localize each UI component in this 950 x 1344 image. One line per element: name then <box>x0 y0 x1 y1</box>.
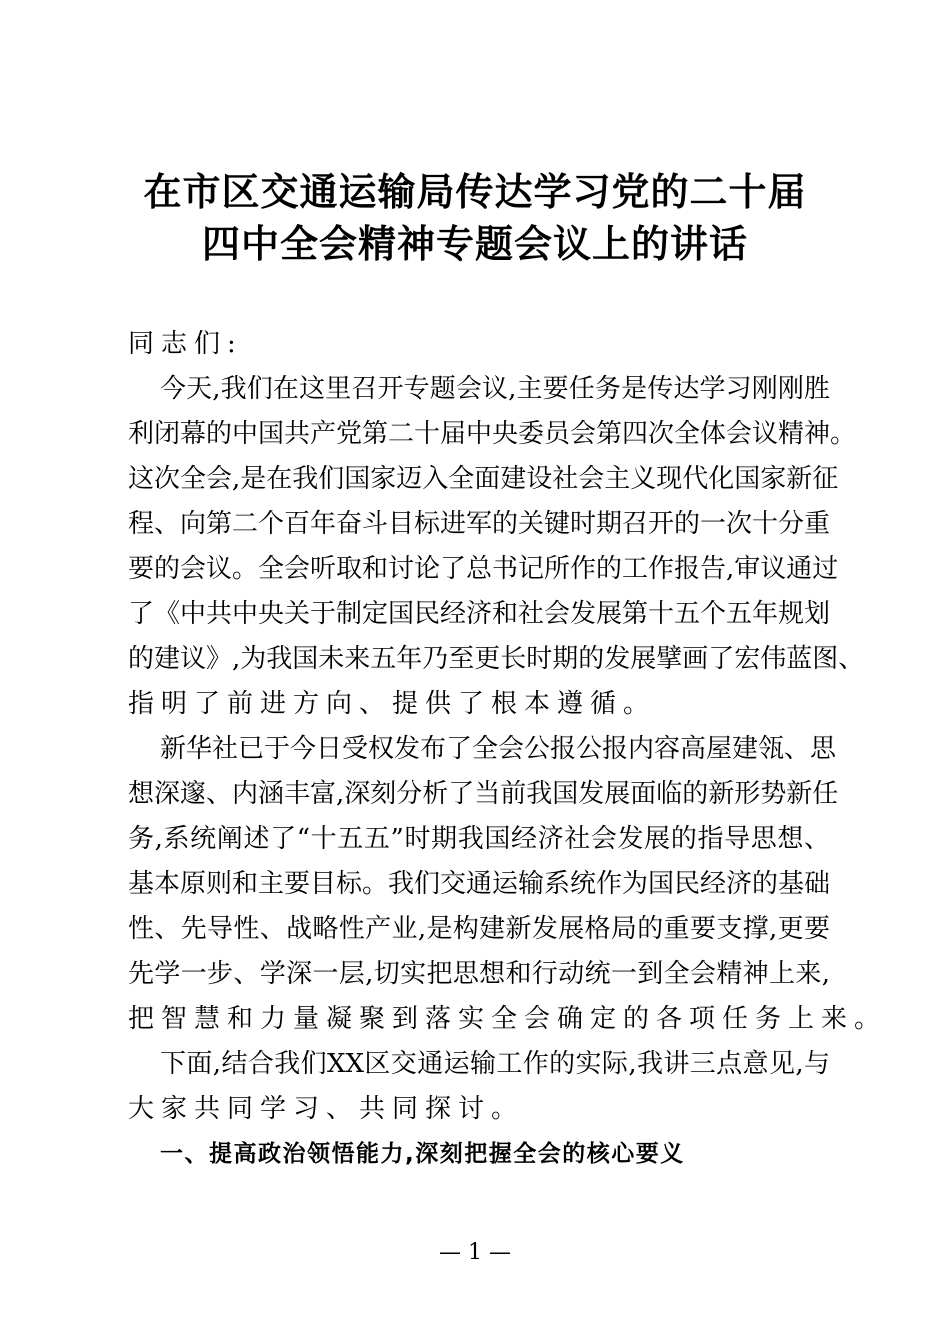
paragraph-line: 要的会议。全会听取和讨论了总书记所作的工作报告,审议通过 <box>128 554 839 584</box>
paragraph-line: 了《中共中央关于制定国民经济和社会发展第十五个五年规划 <box>128 599 831 629</box>
paragraph-line: 把智慧和力量凝聚到落实全会确定的各项任务上来。 <box>128 1004 888 1034</box>
paragraph-line: 利闭幕的中国共产党第二十届中央委员会第四次全体会议精神。 <box>128 419 857 449</box>
paragraph-line: 今天,我们在这里召开专题会议,主要任务是传达学习刚刚胜 <box>160 374 830 404</box>
document-body <box>128 322 888 1177</box>
paragraph-line: 下面,结合我们XX区交通运输工作的实际,我讲三点意见,与 <box>160 1049 830 1079</box>
salutation: 同志们: <box>128 329 243 359</box>
paragraph-line: 务,系统阐述了“十五五”时期我国经济社会发展的指导思想、 <box>128 824 830 854</box>
paragraph-line: 性、先导性、战略性产业,是构建新发展格局的重要支撑,更要 <box>128 914 830 944</box>
paragraph-line: 基本原则和主要目标。我们交通运输系统作为国民经济的基础 <box>128 869 831 899</box>
paragraph-line: 程、向第二个百年奋斗目标进军的关键时期召开的一次十分重 <box>128 509 831 539</box>
section-heading: 一、提高政治领悟能力,深刻把握全会的核心要义 <box>160 1141 685 1167</box>
paragraph-line: 大家共同学习、共同探讨。 <box>128 1094 525 1124</box>
document-title-line-1: 在市区交通运输局传达学习党的二十届 <box>143 169 807 214</box>
page-number: — 1 — <box>439 1240 511 1265</box>
paragraph-line: 这次全会,是在我们国家迈入全面建设社会主义现代化国家新征 <box>128 464 839 494</box>
paragraph-line: 想深邃、内涵丰富,深刻分析了当前我国发展面临的新形势新任 <box>128 779 839 809</box>
paragraph-line: 指明了前进方向、提供了根本遵循。 <box>128 689 657 719</box>
paragraph-line: 的建议》,为我国未来五年乃至更长时期的发展擘画了宏伟蓝图、 <box>128 644 865 674</box>
paragraph-line: 先学一步、学深一层,切实把思想和行动统一到全会精神上来, <box>128 959 830 989</box>
paragraph-line: 新华社已于今日受权发布了全会公报公报内容高屋建瓴、思 <box>160 734 837 764</box>
document-title-line-2: 四中全会精神专题会议上的讲话 <box>201 221 748 266</box>
paragraphs <box>128 367 888 1132</box>
